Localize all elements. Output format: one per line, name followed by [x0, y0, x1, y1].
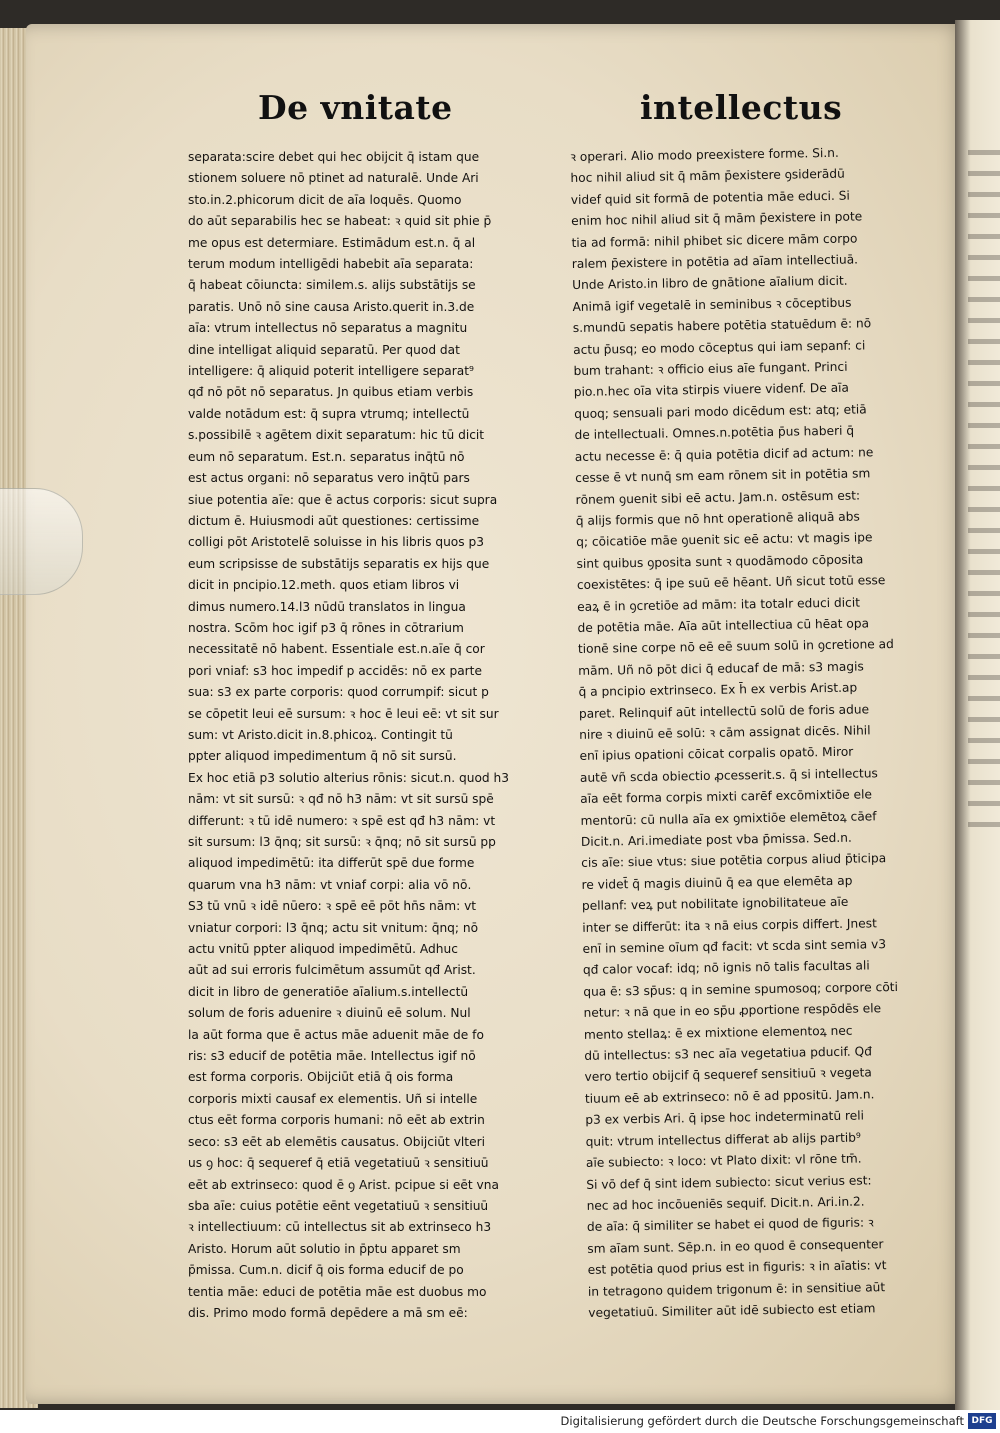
text-line: pellanf: veꝝ put nobilitate ignobilitateue aīe [581, 894, 849, 914]
text-line: sto.in.2.phicorum dicit de aīa loquēs. Quomo [188, 192, 462, 207]
text-line: actu p̄usq; eo modo cōceptus qui iam sepanf: ci [573, 338, 866, 357]
text-line: eēt ab extrinseco: quod ē ꝯ Arist. pcipue si eēt vna [188, 1177, 499, 1192]
text-line: vero tertio obijcif q̄ sequeref sensitiuū ꝛ vegeta [584, 1065, 872, 1085]
text-line: q; cōicatiōe māe ꝯuenit sic eē actu: vt magis ipe [576, 530, 873, 550]
text-line: est potētia quod prius est in figuris: ꝛ in aīatis: vt [587, 1258, 887, 1277]
text-line: re videt̄ q̄ magis diuinū q̄ ea que elemēta ap [581, 873, 853, 892]
text-line: Aristo. Horum aūt solutio in p̄ptu apparet sm [188, 1241, 461, 1256]
text-line: tia ad formā: nihil phibet sic dicere mām corpo [571, 231, 858, 250]
text-column-right [570, 141, 973, 1324]
text-line: actu vnitū ppter aliquod impedimētū. Adhuc [188, 942, 458, 957]
text-line: paratis. Unō nō sine causa Aristo.querit in.3.de [188, 299, 475, 314]
text-line: cis aīe: siue vtus: siue potētia corpus aliud p̄ticipa [581, 851, 887, 871]
text-line: nec ad hoc incōueniēs sequif. Dicit.n. Ari.in.2. [586, 1194, 865, 1213]
text-line: aūt ad sui erroris fulcimētum assumūt qđ Arist. [188, 963, 476, 978]
text-line: Ex hoc etiā p3 solutio alterius rōnis: sicut.n. quod h3 [188, 770, 509, 785]
facing-page-text-fragment [968, 150, 1000, 830]
text-line: inter se differūt: ita ꝛ nā eius corpis differt. Jnest [582, 915, 877, 935]
text-line: ctus eēt forma corporis humani: nō eēt ab extrin [188, 1113, 485, 1128]
text-line: mentorū: cū nulla aīa ex ꝯmixtiōe elemētoꝝ cāef [580, 808, 877, 828]
text-line: aīa: vtrum intellectus nō separatus a magnitu [188, 321, 468, 336]
text-line: quoq; sensuali pari modo dicēdum est: atq; etiā [574, 402, 867, 421]
text-line: us ꝯ hoc: q̄ sequeref q̄ etiā vegetatiuū ꝛ sensitiuū [188, 1156, 489, 1171]
text-line: ꝛ intellectiuum: cū intellectus sit ab extrinseco h3 [188, 1220, 492, 1235]
text-line: Si vō def q̄ sint idem subiecto: sicut verius est: [586, 1172, 872, 1192]
text-line: enim hoc nihil aliud sit q̄ mām p̄existere in pote [571, 209, 863, 229]
text-line: q̄ habeat cōiuncta: similem.s. alijs substātijs se [188, 278, 476, 293]
running-header-left: De vnitate [258, 88, 453, 127]
text-line: ppter aliquod impedimentum q̄ nō sit sursū. [188, 749, 457, 764]
text-line: sba aīe: cuius potētie eēnt vegetatiuū ꝛ sensitiuū [188, 1198, 489, 1213]
text-line: sint quibus ꝯposita sunt ꝛ quodāmodo cōposita [576, 552, 864, 571]
text-line: p3 ex verbis Ari. q̄ ipse hoc indeterminatū reli [585, 1108, 865, 1128]
text-line: sua: s3 ex parte corporis: quod corrumpif: sicut p [188, 685, 489, 700]
text-line: eum nō separatum. Est.n. separatus inq̄tū nō [188, 449, 465, 464]
text-line: corporis mixti causaf ex elementis. Uñ si intelle [188, 1091, 478, 1106]
funding-credit: Digitalisierung gefördert durch die Deutsche Forschungsgemeinschaft [560, 1414, 964, 1428]
text-line: pori vniaf: s3 hoc impedif p accidēs: nō ex parte [188, 663, 482, 678]
text-line: autē vñ scda obiectio ꝓcesserit.s. q̄ si intellectus [579, 766, 878, 785]
running-header-right: intellectus [640, 88, 843, 127]
text-line: dictum ē. Huiusmodi aūt questiones: certissime [188, 513, 480, 528]
text-line: sum: vt Aristo.dicit in.8.phicoꝝ. Contingit tū [188, 727, 453, 742]
text-line: coexistētes: q̄ ipe suū eē hēant. Uñ sicut totū esse [576, 573, 886, 593]
text-line: seco: s3 eēt ab elemētis causatus. Obijciūt vlteri [188, 1134, 485, 1149]
text-line: do aūt separabilis hec se habeat: ꝛ quid sit phie p̄ [188, 214, 492, 229]
text-line: colligi pōt Aristotelē soluisse in his libris quos p3 [188, 535, 484, 550]
text-line: Animā igif vegetalē in seminibus ꝛ cōceptibus [572, 295, 852, 314]
text-line: est forma corporis. Obijciūt etiā q̄ ois forma [188, 1070, 454, 1085]
text-line: ris: s3 educif de potētia māe. Intellectus igif nō [188, 1049, 476, 1064]
text-line: vegetatiuū. Similiter aūt idē subiecto est etiam [588, 1301, 876, 1320]
text-line: se cōpetit leui eē sursum: ꝛ hoc ē leui eē: vt sit sur [188, 706, 499, 721]
text-line: dis. Primo modo formā depēdere a mā sm eē: [188, 1305, 468, 1320]
text-line: de aīa: q̄ similiter se habet ei quod de figuris: ꝛ [586, 1215, 874, 1235]
text-line: netur: ꝛ nā que in eo sp̄u ꝓportione respōdēs ele [583, 1001, 882, 1021]
text-line: necessitatē nō habent. Essentiale est.n.aīe q̄ cor [188, 642, 485, 657]
text-line: qđ calor vocaf: idq; nō ignis nō talis facultas ali [582, 958, 870, 978]
text-line: qua ē: s3 sp̄us: q in semine spumosoq; corpore cōti [583, 979, 898, 999]
text-line: eum scripsisse de substātijs separatis ex hijs que [188, 556, 490, 571]
text-line: dicit in pncipio.12.meth. quos etiam libros vi [188, 578, 460, 593]
text-line: tentia māe: educi de potētia māe est duobus mo [188, 1284, 487, 1299]
text-column-left [188, 147, 573, 1324]
text-line: de potētia māe. Aīa aūt intellectiua cū hēat opa [577, 616, 870, 635]
text-line: enī ipius opationi cōicat corpalis opatō. Miror [579, 745, 854, 764]
text-line: q̄ alijs formis que nō hnt operationē aliquā abs [575, 509, 860, 528]
footer-bar [0, 1410, 1000, 1433]
text-line: Dicit.n. Ari.imediate post vba p̄missa. Sed.n. [580, 830, 852, 849]
text-line: nostra. Scōm hoc igif p3 q̄ rōnes in cōtrarium [188, 620, 464, 635]
text-line: quit: vtrum intellectus differat ab alijs partib⁹ [585, 1130, 861, 1149]
text-line: nire ꝛ diuinū eē solū: ꝛ cām assignat dicēs. Nihil [579, 723, 871, 742]
text-line: intelligere: q̄ aliquid poterit intelligere separat⁹ [188, 364, 474, 379]
text-line: enī in semine oīum qđ facit: vt scda sint semia v3 [582, 937, 887, 956]
text-line: siue potentia aīe: que ē actus corporis: sicut supra [188, 492, 498, 507]
dfg-logo: DFG [968, 1413, 996, 1429]
text-line: sit sursum: l3 q̄nq; sit sursū: ꝛ q̄nq; nō sit sursū pp [188, 835, 496, 849]
text-line: videf quid sit formā de potentia māe educi. Si [570, 188, 850, 207]
text-line: nām: vt sit sursū: ꝛ qđ nō h3 nām: vt sit sursū spē [188, 792, 494, 807]
text-line: de intellectuali. Omnes.n.potētia p̄us haberi q̄ [574, 423, 855, 443]
text-line: s.mundū sepatis habere potētia statuēdum ē: nō [572, 316, 872, 336]
text-line: S3 tū vnū ꝛ idē nūero: ꝛ spē eē pōt hn̄s nām: vt [188, 899, 477, 914]
text-line: qđ nō pōt nō separatus. Jn quibus etiam verbis [188, 385, 474, 400]
text-line: aīa eēt forma corpis mixti carēf excōmixtiōe ele [580, 787, 873, 807]
text-line: cesse ē vt nunq̄ sm eam rōnem sit in potētia sm [575, 466, 871, 486]
text-line: dimus numero.14.l3 nūdū translatos in lingua [188, 599, 466, 614]
text-line: dine intelligat aliquid separatū. Per quod dat [188, 342, 460, 357]
text-line: p̄missa. Cum.n. dicif q̄ ois forma educif de po [188, 1263, 464, 1278]
text-line: la aūt forma que ē actus māe aduenit māe de fo [188, 1027, 484, 1042]
text-line: eaꝝ ē in ꝯcretiōe ad mām: ita totalr educi dicit [577, 595, 861, 614]
text-line: me opus est determiare. Estimādum est.n. q̄ al [188, 235, 476, 250]
text-line: tiuum eē ab extrinseco: nō ē ad ppositū. Jam.n. [584, 1087, 875, 1106]
text-line: tionē sine corpe nō eē eē suum solū in ꝯcretione ad [577, 637, 894, 657]
text-line: in tetragono quidem trigonum ē: in sensitiue aūt [587, 1279, 886, 1299]
text-line: bum trahant: ꝛ officio eius aīe fungant. Princi [573, 359, 848, 379]
text-line: aīe subiecto: ꝛ loco: vt Plato dixit: vl rōne tm̄. [585, 1151, 862, 1170]
text-line: dū intellectus: s3 nec aīa vegetatiua pducif. Qđ [584, 1044, 873, 1063]
text-line: aliquod impedimētū: ita differūt spē due forme [188, 856, 475, 871]
text-line: ꝛ operari. Alio modo preexistere forme. Si.n. [570, 145, 839, 164]
text-line: actu necesse ē: q̄ quia potētia dicif ad actum: ne [574, 444, 874, 464]
text-line: dicit in libro de generatiōe aīalium.s.intellectū [188, 984, 469, 999]
text-line: terum modum intelligēdi habebit aīa separata: [188, 257, 474, 272]
text-line: mento stellaꝝ: ē ex mixtione elementoꝝ nec [583, 1023, 853, 1042]
text-line: rōnem ꝯuenit sibi eē actu. Jam.n. ostēsum est: [575, 487, 861, 507]
text-line: sm aīam sunt. Sēp.n. in eo quod ē consequenter [587, 1236, 884, 1256]
text-line: mām. Uñ nō pōt dici q̄ educaf de mā: s3 magis [578, 659, 864, 678]
text-line: pio.n.hec oīa vita stirpis viuere videnf. De aīa [573, 381, 850, 400]
text-line: q̄ a pncipio extrinseco. Ex h̄ ex verbis Arist.ap [578, 680, 858, 700]
text-line: valde notādum est: q̄ supra vtrumq; intellectū [188, 406, 470, 421]
text-line: solum de foris aduenire ꝛ diuinū eē solum. Nul [188, 1006, 471, 1021]
page-clip [0, 488, 83, 595]
text-line: differunt: ꝛ tū idē numero: ꝛ spē est qđ h3 nām: vt [188, 813, 496, 828]
text-line: s.possibilē ꝛ agētem dixit separatum: hic tū dicit [188, 428, 485, 443]
text-line: hoc nihil aliud sit q̄ mām p̄existere ꝯsiderādū [570, 167, 845, 186]
text-line: vniatur corpori: l3 q̄nq; actu sit vnitum: q̄nq; nō [188, 920, 479, 935]
text-line: Unde Aristo.in libro de gnātione aīalium dicit. [572, 274, 848, 293]
text-line: separata:scire debet qui hec obijcit q̄ istam que [188, 150, 480, 164]
text-line: est actus organi: nō separatus vero inq̄tū pars [188, 471, 470, 486]
text-line: stionem soluere nō ptinet ad naturalē. Unde Ari [188, 171, 479, 186]
text-line: paret. Relinquif aūt intellectū solū de foris adue [578, 701, 870, 721]
text-line: ralem p̄existere in potētia ad aīam intellectiuā. [571, 252, 859, 272]
text-line: quarum vna h3 nām: vt vniaf corpi: alia vō nō. [188, 877, 472, 892]
